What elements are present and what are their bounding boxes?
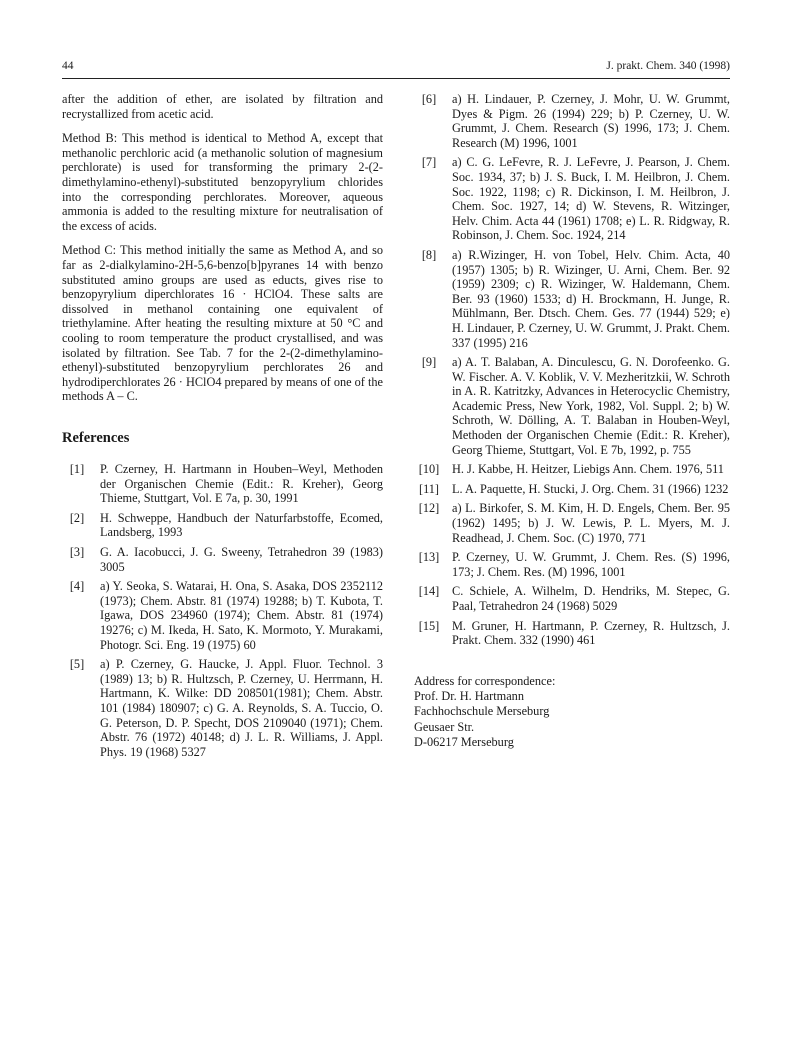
reference-item	[414, 482, 730, 497]
reference-item	[414, 92, 730, 150]
reference-number: [3]	[69, 544, 85, 559]
reference-text: a) Y. Seoka, S. Watarai, H. Ona, S. Asaka, DOS 2352112 (1973); Chem. Abstr. 81 (1974) 19288; b) T. Kubota, T. Igawa, DOS 234960 (1974); Chem. Abstr. 81 (1974) 19276; c) M. Ikeda, H. Sato, K. Mormoto, Y. Murakami, Photogr. Sci. Eng. 19 (1975) 60	[100, 579, 383, 652]
reference-text: a) L. Birkofer, S. M. Kim, H. D. Engels, Chem. Ber. 95 (1962) 1495; b) J. W. Lewis, P. L. Myers, M. J. Readhead, J. Chem. Soc. (C) 1970, 771	[452, 501, 730, 545]
reference-item	[414, 462, 730, 477]
reference-number: [12]	[418, 501, 440, 516]
reference-number: [4]	[69, 579, 85, 594]
references-heading: References	[62, 430, 130, 446]
reference-number: [10]	[418, 462, 440, 477]
reference-number: [11]	[418, 481, 440, 496]
paragraph-method-b: Method B: This method is identical to Method A, except that methanolic perchloric acid (a methanolic solution of magnesium perchlorate) is used for transforming the primary 2-(2-dimethylamino-ethenyl)-substituted benzopyrylium chlorides into the corresponding perchlorates. Moreover, aqueous ammonia is added to the resulting mixture for neutralisation of the excess of acids.	[62, 131, 383, 233]
reference-text: a) C. G. LeFevre, R. J. LeFevre, J. Pearson, J. Chem. Soc. 1934, 37; b) J. S. Buck, I. M. Heilbron, J. Chem. Soc. 1922, 1198; c) R. Dickinson, I. M. Heilbron, J. Chem. Soc. 1927, 14; d) W. Stevens, R. Witzinger, Helv. Chim. Acta 44 (1961) 1708; e) L. R. Ridgway, R. Robinson, J. Chem. Soc. 1924, 214	[452, 155, 730, 243]
reference-number: [13]	[418, 550, 440, 565]
reference-item	[414, 355, 730, 457]
paragraph: after the addition of ether, are isolated by filtration and recrystallized from acetic acid.	[62, 92, 383, 121]
reference-text: a) P. Czerney, G. Haucke, J. Appl. Fluor. Technol. 3 (1989) 13; b) R. Hultzsch, P. Czerney, U. Herrmann, H. Hartmann, K. Wilke: DD 208501(1981); Chem. Abstr. 101 (1984) 180907; c) G. A. Reynolds, S. A. Tuccio, O. G. Peterson, D. P. Specht, DOS 2109040 (1971); Chem. Abstr. 76 (1972) 40148; d) J. L. R. Williams, J. Appl. Phys. 19 (1968) 5327	[100, 657, 383, 759]
running-header	[62, 60, 730, 76]
reference-item	[414, 550, 730, 579]
reference-text: a) H. Lindauer, P. Czerney, J. Mohr, U. W. Grummt, Dyes & Pigm. 26 (1994) 229; b) P. Czerney, U. W. Grummt, J. Chem. Research (S) 1996, 173; J. Chem. Research (M) 1996, 1001	[452, 92, 730, 150]
reference-number: [6]	[421, 92, 437, 106]
reference-text: G. A. Iacobucci, J. G. Sweeny, Tetrahedron 39 (1983) 3005	[100, 544, 383, 574]
reference-item	[62, 462, 383, 506]
header-rule	[62, 78, 730, 79]
address-line: Prof. Dr. H. Hartmann	[414, 689, 524, 704]
reference-number: [2]	[69, 510, 85, 525]
correspondence-address	[414, 674, 730, 750]
reference-number: [8]	[421, 247, 437, 262]
reference-item	[62, 579, 383, 652]
reference-text: a) R.Wizinger, H. von Tobel, Helv. Chim. Acta, 40 (1957) 1305; b) R. Wizinger, U. Arni, Chem. Ber. 92 (1959) 2309; c) R. Wizinger, W. Haldemann, Chem. Ber. 93 (1960) 1533; d) H. Brockmann, H. Junge, R. Mühlmann, Ber. Dtsch. Chem. Ges. 77 (1944) 529; e) H. Lindauer, P. Czerney, U. W. Grummt, J. Prakt. Chem. 337 (1995) 216	[452, 247, 730, 350]
references-list-left	[62, 462, 383, 764]
address-line: Geusaer Str.	[414, 719, 475, 734]
reference-number: [5]	[69, 657, 85, 672]
reference-text: a) A. T. Balaban, A. Dinculescu, G. N. Dorofeenko. G. W. Fischer. A. V. Koblik, V. V. Mezheritzkii, W. Schroth in A. R. Katritzky, Advances in Heterocyclic Chemistry, Academic Press, New York, 1982, Vol. Suppl. 2; b) W. Schroth, W. Dölling, A. T. Balaban in Houben-Weyl, Methoden der Organischen Chemie (Edit.: R. Kreher), Georg Thieme, Stuttgart, Vol. E 7b, 1992, p. 755	[452, 355, 730, 457]
journal-citation: J. prakt. Chem. 340 (1998)	[606, 60, 730, 72]
reference-text: H. Schweppe, Handbuch der Naturfarbstoffe, Ecomed, Landsberg, 1993	[100, 510, 383, 540]
left-column-body	[62, 92, 383, 404]
reference-item	[62, 511, 383, 540]
address-label: Address for correspondence:	[414, 674, 556, 688]
reference-text: C. Schiele, A. Wilhelm, D. Hendriks, M. Stepec, G. Paal, Tetrahedron 24 (1968) 5029	[452, 584, 730, 613]
reference-number: [9]	[421, 355, 437, 370]
reference-text: M. Gruner, H. Hartmann, P. Czerney, R. Hultzsch, J. Prakt. Chem. 332 (1990) 461	[452, 618, 730, 648]
reference-number: [14]	[418, 584, 440, 599]
reference-text: P. Czerney, U. W. Grummt, J. Chem. Res. (S) 1996, 173; J. Chem. Res. (M) 1996, 1001	[452, 550, 730, 579]
address-line: D-06217 Merseburg	[414, 734, 514, 749]
reference-text: P. Czerney, H. Hartmann in Houben–Weyl, Methoden der Organischen Chemie (Edit.: R. Kreher), Georg Thieme, Stuttgart, Vol. E 7a, p. 30, 1991	[100, 462, 383, 506]
reference-item	[414, 619, 730, 648]
address-line: Fachhochschule Merseburg	[414, 704, 550, 719]
reference-number: [7]	[421, 155, 437, 170]
reference-item	[62, 545, 383, 574]
reference-text: L. A. Paquette, H. Stucki, J. Org. Chem. 31 (1966) 1232	[452, 481, 729, 496]
reference-item	[414, 248, 730, 350]
reference-text: H. J. Kabbe, H. Heitzer, Liebigs Ann. Chem. 1976, 511	[452, 462, 724, 477]
reference-item	[414, 584, 730, 613]
paragraph-method-c: Method C: This method initially the same as Method A, and so far as 2-dialkylamino-2H-5,6-benzo[b]pyranes 14 with benzo substituted amino groups are used as educts, gives rise to benzopyrylium diperchlorates 16 · HClO4. These salts are dissolved in methanol containing one equivalent of triethylamine. After heating the resulting mixture at 50 °C and cooling to room temperature the product crystallised, and was isolated by filtration. See Tab. 7 for the 2-(2-dimethylamino-ethenyl)-substituted benzopyrylium perchlorates 26 and hydrodiperchlorates 26 · HClO4 prepared by means of one of the methods A – C.	[62, 243, 383, 404]
page-number: 44	[62, 60, 74, 72]
reference-number: [1]	[69, 462, 85, 476]
reference-number: [15]	[418, 618, 440, 633]
references-list-right	[414, 92, 730, 653]
reference-item	[414, 155, 730, 243]
reference-item	[414, 501, 730, 545]
reference-item	[62, 657, 383, 759]
